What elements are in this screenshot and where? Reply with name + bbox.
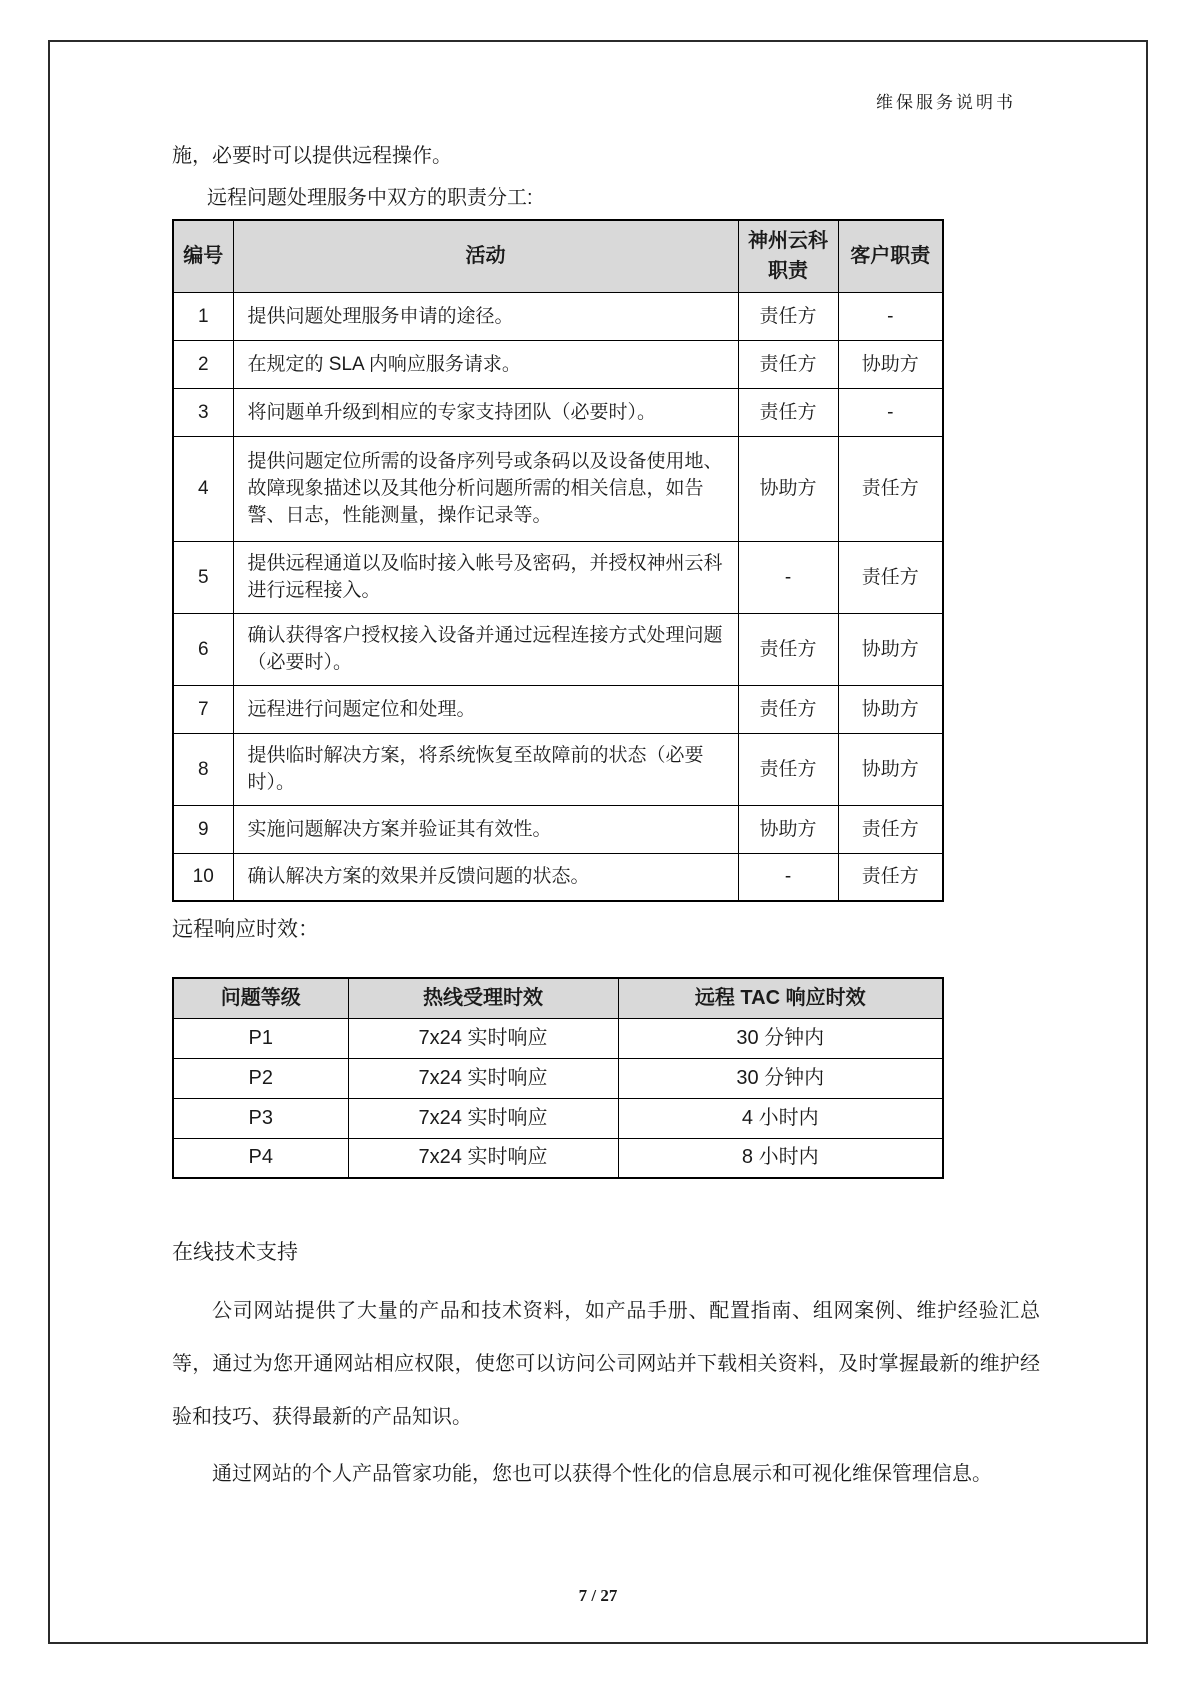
table-header-row [173, 220, 943, 292]
row-level: P3 [173, 1098, 348, 1138]
row-vendor-duty: 责任方 [738, 340, 838, 388]
row-number: 8 [173, 733, 233, 805]
row-tac: 30 分钟内 [618, 1058, 943, 1098]
col-header-problem-level: 问题等级 [173, 978, 348, 1018]
response-time-table [172, 977, 944, 1179]
responsibility-table-caption: 远程问题处理服务中双方的职责分工: [207, 187, 533, 209]
row-hotline: 7x24 实时响应 [348, 1138, 618, 1178]
intro-text: 施，必要时可以提供远程操作。 [172, 145, 452, 167]
table-row [173, 388, 943, 436]
row-vendor-duty: 责任方 [738, 613, 838, 685]
online-support-paragraph-1: 公司网站提供了大量的产品和技术资料，如产品手册、配置指南、组网案例、维护经验汇总等，通过为您开通网站相应权限，使您可以访问公司网站并下载相关资料，及时掌握最新的维护经验和技巧、获得最新的产品知识。 [172, 1300, 1040, 1428]
row-customer-duty: 责任方 [838, 853, 943, 901]
table-row [173, 292, 943, 340]
row-activity: 提供问题处理服务申请的途径。 [233, 292, 738, 340]
row-vendor-duty: 责任方 [738, 388, 838, 436]
table-row [173, 853, 943, 901]
row-activity: 实施问题解决方案并验证其有效性。 [233, 805, 738, 853]
row-customer-duty: - [838, 388, 943, 436]
row-hotline: 7x24 实时响应 [348, 1018, 618, 1058]
vendor-duty-line2: 职责 [768, 260, 808, 283]
row-customer-duty: 责任方 [838, 436, 943, 541]
page-content [172, 143, 1040, 1501]
row-activity: 确认获得客户授权接入设备并通过远程连接方式处理问题（必要时）。 [233, 613, 738, 685]
row-number: 1 [173, 292, 233, 340]
row-number: 3 [173, 388, 233, 436]
row-tac: 4 小时内 [618, 1098, 943, 1138]
col-header-number: 编号 [173, 220, 233, 292]
row-number: 4 [173, 436, 233, 541]
row-level: P2 [173, 1058, 348, 1098]
response-time-section-title: 远程响应时效： [172, 918, 319, 941]
row-hotline: 7x24 实时响应 [348, 1058, 618, 1098]
table-row [173, 1098, 943, 1138]
online-support-section-title: 在线技术支持 [172, 1241, 298, 1264]
col-header-tac-sla: 远程 TAC 响应时效 [618, 978, 943, 1018]
col-header-vendor-duty [738, 220, 838, 292]
row-vendor-duty: - [738, 853, 838, 901]
row-tac: 30 分钟内 [618, 1018, 943, 1058]
table-row [173, 1138, 943, 1178]
table-row [173, 436, 943, 541]
online-support-paragraph-2: 通过网站的个人产品管家功能，您也可以获得个性化的信息展示和可视化维保管理信息。 [212, 1463, 992, 1485]
row-customer-duty: 协助方 [838, 613, 943, 685]
row-number: 7 [173, 685, 233, 733]
table-row [173, 613, 943, 685]
col-header-hotline-sla: 热线受理时效 [348, 978, 618, 1018]
vendor-duty-line1: 神州云科 [748, 230, 828, 253]
document-header-title: 维保服务说明书 [876, 93, 1016, 112]
row-activity: 将问题单升级到相应的专家支持团队（必要时）。 [233, 388, 738, 436]
row-vendor-duty: 责任方 [738, 685, 838, 733]
table-row [173, 733, 943, 805]
row-activity: 提供远程通道以及临时接入帐号及密码，并授权神州云科进行远程接入。 [233, 541, 738, 613]
responsibility-table [172, 219, 944, 902]
table-row [173, 541, 943, 613]
row-customer-duty: 责任方 [838, 805, 943, 853]
row-vendor-duty: 协助方 [738, 436, 838, 541]
row-number: 10 [173, 853, 233, 901]
row-vendor-duty: 责任方 [738, 733, 838, 805]
col-header-customer-duty: 客户职责 [838, 220, 943, 292]
col-header-activity: 活动 [233, 220, 738, 292]
row-number: 2 [173, 340, 233, 388]
row-customer-duty: 协助方 [838, 685, 943, 733]
row-customer-duty: - [838, 292, 943, 340]
table-header-row [173, 978, 943, 1018]
table-row [173, 1058, 943, 1098]
row-activity: 远程进行问题定位和处理。 [233, 685, 738, 733]
row-activity: 提供问题定位所需的设备序列号或条码以及设备使用地、故障现象描述以及其他分析问题所需的相关信息，如告警、日志，性能测量，操作记录等。 [233, 436, 738, 541]
table-row [173, 1018, 943, 1058]
row-number: 9 [173, 805, 233, 853]
table-row [173, 685, 943, 733]
row-customer-duty: 责任方 [838, 541, 943, 613]
row-number: 6 [173, 613, 233, 685]
row-level: P4 [173, 1138, 348, 1178]
row-activity: 确认解决方案的效果并反馈问题的状态。 [233, 853, 738, 901]
row-vendor-duty: 协助方 [738, 805, 838, 853]
table-row [173, 340, 943, 388]
row-level: P1 [173, 1018, 348, 1058]
row-activity: 在规定的 SLA 内响应服务请求。 [233, 340, 738, 388]
row-hotline: 7x24 实时响应 [348, 1098, 618, 1138]
page-border-frame [48, 40, 1148, 1644]
row-activity: 提供临时解决方案，将系统恢复至故障前的状态（必要时）。 [233, 733, 738, 805]
row-tac: 8 小时内 [618, 1138, 943, 1178]
row-vendor-duty: - [738, 541, 838, 613]
row-customer-duty: 协助方 [838, 733, 943, 805]
row-customer-duty: 协助方 [838, 340, 943, 388]
row-number: 5 [173, 541, 233, 613]
row-vendor-duty: 责任方 [738, 292, 838, 340]
page-number: 7 / 27 [578, 1586, 618, 1605]
table-row [173, 805, 943, 853]
